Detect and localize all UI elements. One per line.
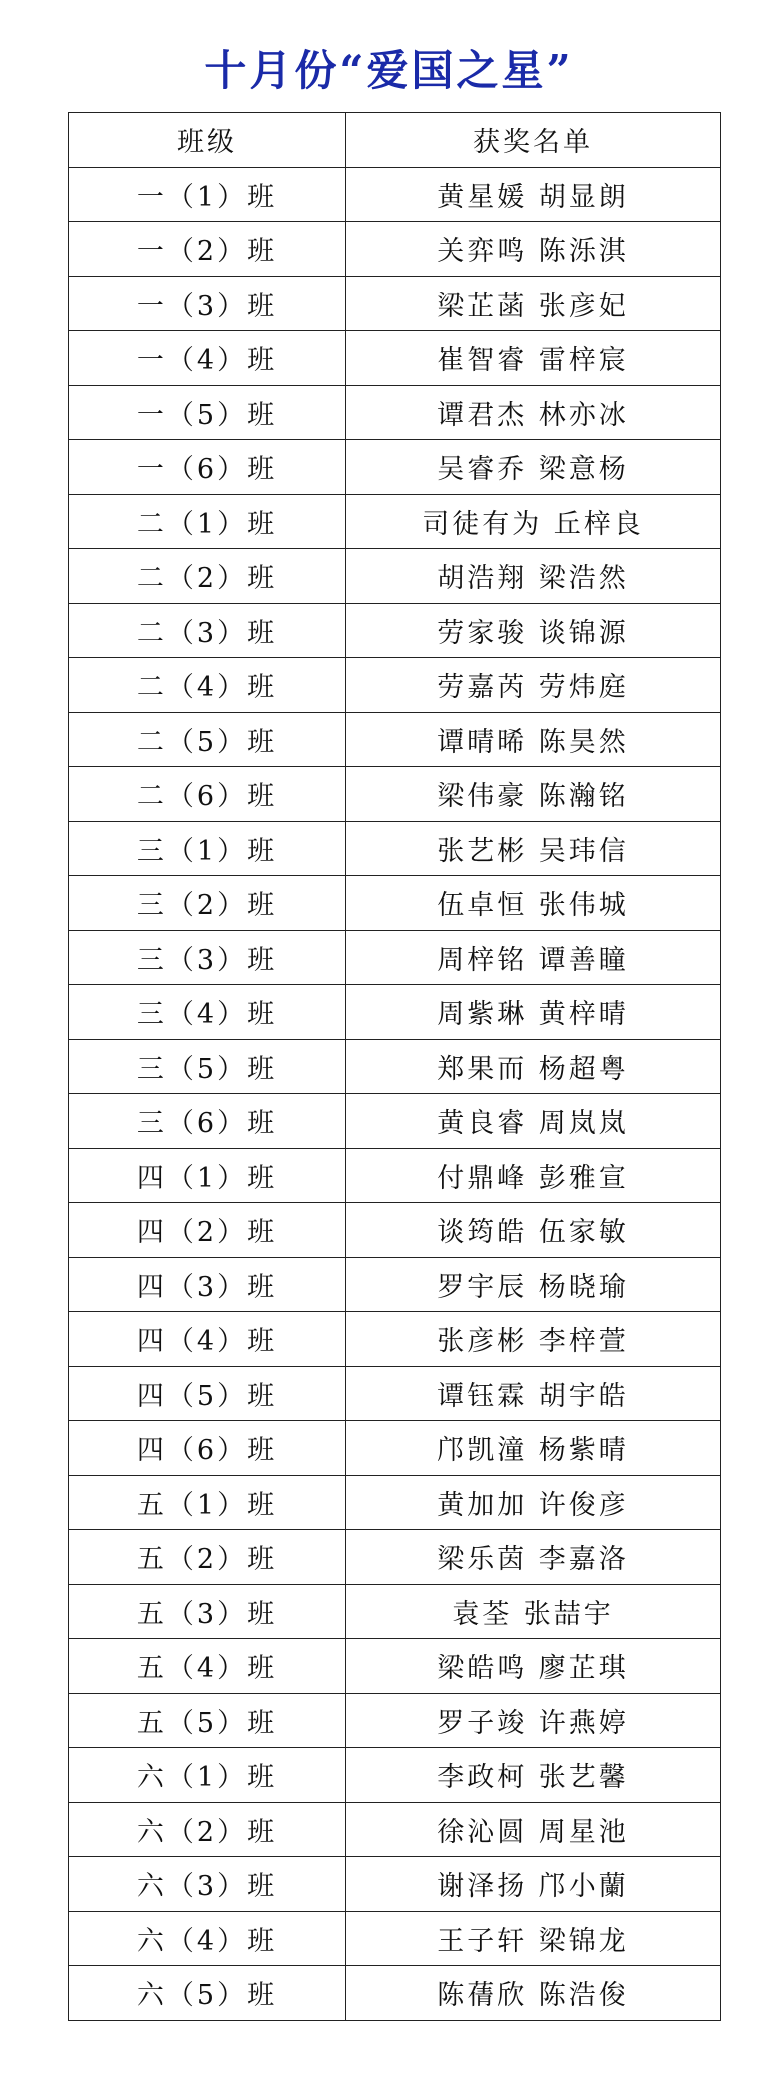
class-cell: 四（3）班 (69, 1257, 346, 1312)
winner-names-cell: 周紫琳 黄梓晴 (346, 985, 721, 1040)
table-row (69, 1966, 721, 2021)
award-table-body (69, 167, 721, 2020)
table-row (69, 985, 721, 1040)
winner-names-cell: 郑果而 杨超粤 (346, 1039, 721, 1094)
class-cell: 一（6）班 (69, 440, 346, 495)
class-cell: 六（5）班 (69, 1966, 346, 2021)
page-title: 十月份“爱国之星” (204, 46, 574, 95)
winner-names-cell: 李政柯 张艺馨 (346, 1748, 721, 1803)
table-row (69, 1911, 721, 1966)
winner-names-cell: 伍卓恒 张伟城 (346, 876, 721, 931)
winner-names-cell: 罗子竣 许燕婷 (346, 1693, 721, 1748)
winner-names-cell: 张彦彬 李梓萱 (346, 1312, 721, 1367)
winner-names-cell: 梁芷菡 张彦妃 (346, 276, 721, 331)
class-cell: 四（2）班 (69, 1203, 346, 1258)
table-row (69, 712, 721, 767)
class-cell: 三（6）班 (69, 1094, 346, 1149)
table-row (69, 276, 721, 331)
winner-names-cell: 吴睿乔 梁意杨 (346, 440, 721, 495)
winner-names-cell: 王子轩 梁锦龙 (346, 1911, 721, 1966)
class-cell: 五（5）班 (69, 1693, 346, 1748)
winner-names-cell: 劳嘉芮 劳炜庭 (346, 658, 721, 713)
class-cell: 六（2）班 (69, 1802, 346, 1857)
class-cell: 四（1）班 (69, 1148, 346, 1203)
class-cell: 五（2）班 (69, 1530, 346, 1585)
table-row (69, 1039, 721, 1094)
class-cell: 一（2）班 (69, 222, 346, 277)
winner-names-cell: 谢泽扬 邝小蘭 (346, 1857, 721, 1912)
class-cell: 五（1）班 (69, 1475, 346, 1530)
table-row (69, 1530, 721, 1585)
winner-names-cell: 梁乐茵 李嘉洛 (346, 1530, 721, 1585)
table-row (69, 1639, 721, 1694)
table-row (69, 1366, 721, 1421)
class-cell: 二（2）班 (69, 549, 346, 604)
winner-names-cell: 张艺彬 吴玮信 (346, 821, 721, 876)
table-row (69, 440, 721, 495)
class-cell: 一（3）班 (69, 276, 346, 331)
winner-names-cell: 梁伟豪 陈瀚铭 (346, 767, 721, 822)
table-row (69, 222, 721, 277)
class-cell: 四（4）班 (69, 1312, 346, 1367)
class-cell: 五（3）班 (69, 1584, 346, 1639)
class-cell: 三（3）班 (69, 930, 346, 985)
table-row (69, 331, 721, 386)
winner-names-cell: 胡浩翔 梁浩然 (346, 549, 721, 604)
class-cell: 五（4）班 (69, 1639, 346, 1694)
table-row (69, 930, 721, 985)
table-row (69, 603, 721, 658)
class-cell: 三（2）班 (69, 876, 346, 931)
winner-names-cell: 谭君杰 林亦冰 (346, 385, 721, 440)
class-cell: 一（5）班 (69, 385, 346, 440)
class-cell: 一（4）班 (69, 331, 346, 386)
winner-names-cell: 劳家骏 谈锦源 (346, 603, 721, 658)
class-cell: 三（1）班 (69, 821, 346, 876)
winner-names-cell: 付鼎峰 彭雅宣 (346, 1148, 721, 1203)
table-row (69, 1693, 721, 1748)
table-header-row (69, 113, 721, 168)
table-row (69, 1203, 721, 1258)
table-row (69, 385, 721, 440)
winner-names-cell: 司徒有为 丘梓良 (346, 494, 721, 549)
table-row (69, 1748, 721, 1803)
table-row (69, 494, 721, 549)
table-row (69, 1857, 721, 1912)
winner-names-cell: 黄加加 许俊彦 (346, 1475, 721, 1530)
table-row (69, 1475, 721, 1530)
winner-names-cell: 邝凯潼 杨紫晴 (346, 1421, 721, 1476)
class-cell: 二（1）班 (69, 494, 346, 549)
class-cell: 四（6）班 (69, 1421, 346, 1476)
winner-names-cell: 徐沁圆 周星池 (346, 1802, 721, 1857)
award-table (68, 112, 721, 2021)
winner-names-cell: 关弈鸣 陈泺淇 (346, 222, 721, 277)
class-cell: 二（6）班 (69, 767, 346, 822)
class-cell: 四（5）班 (69, 1366, 346, 1421)
table-row (69, 1257, 721, 1312)
table-row (69, 549, 721, 604)
class-cell: 二（4）班 (69, 658, 346, 713)
table-row (69, 167, 721, 222)
table-row (69, 1584, 721, 1639)
table-row (69, 821, 721, 876)
class-cell: 三（4）班 (69, 985, 346, 1040)
table-row (69, 1094, 721, 1149)
winner-names-cell: 黄良睿 周岚岚 (346, 1094, 721, 1149)
table-row (69, 1802, 721, 1857)
table-row (69, 1421, 721, 1476)
winner-names-cell: 袁荃 张喆宇 (346, 1584, 721, 1639)
winner-names-cell: 黄星媛 胡显朗 (346, 167, 721, 222)
header-names: 获奖名单 (346, 113, 721, 168)
winner-names-cell: 谭晴晞 陈昊然 (346, 712, 721, 767)
class-cell: 二（5）班 (69, 712, 346, 767)
class-cell: 六（3）班 (69, 1857, 346, 1912)
table-row (69, 876, 721, 931)
winner-names-cell: 谈筠皓 伍家敏 (346, 1203, 721, 1258)
table-row (69, 1312, 721, 1367)
class-cell: 三（5）班 (69, 1039, 346, 1094)
class-cell: 二（3）班 (69, 603, 346, 658)
table-row (69, 1148, 721, 1203)
header-class: 班级 (69, 113, 346, 168)
winner-names-cell: 谭钰霖 胡宇皓 (346, 1366, 721, 1421)
class-cell: 六（1）班 (69, 1748, 346, 1803)
winner-names-cell: 崔智睿 雷梓宸 (346, 331, 721, 386)
table-row (69, 658, 721, 713)
winner-names-cell: 梁皓鸣 廖芷琪 (346, 1639, 721, 1694)
winner-names-cell: 周梓铭 谭善瞳 (346, 930, 721, 985)
class-cell: 一（1）班 (69, 167, 346, 222)
class-cell: 六（4）班 (69, 1911, 346, 1966)
winner-names-cell: 陈蒨欣 陈浩俊 (346, 1966, 721, 2021)
winner-names-cell: 罗宇辰 杨晓瑜 (346, 1257, 721, 1312)
table-row (69, 767, 721, 822)
